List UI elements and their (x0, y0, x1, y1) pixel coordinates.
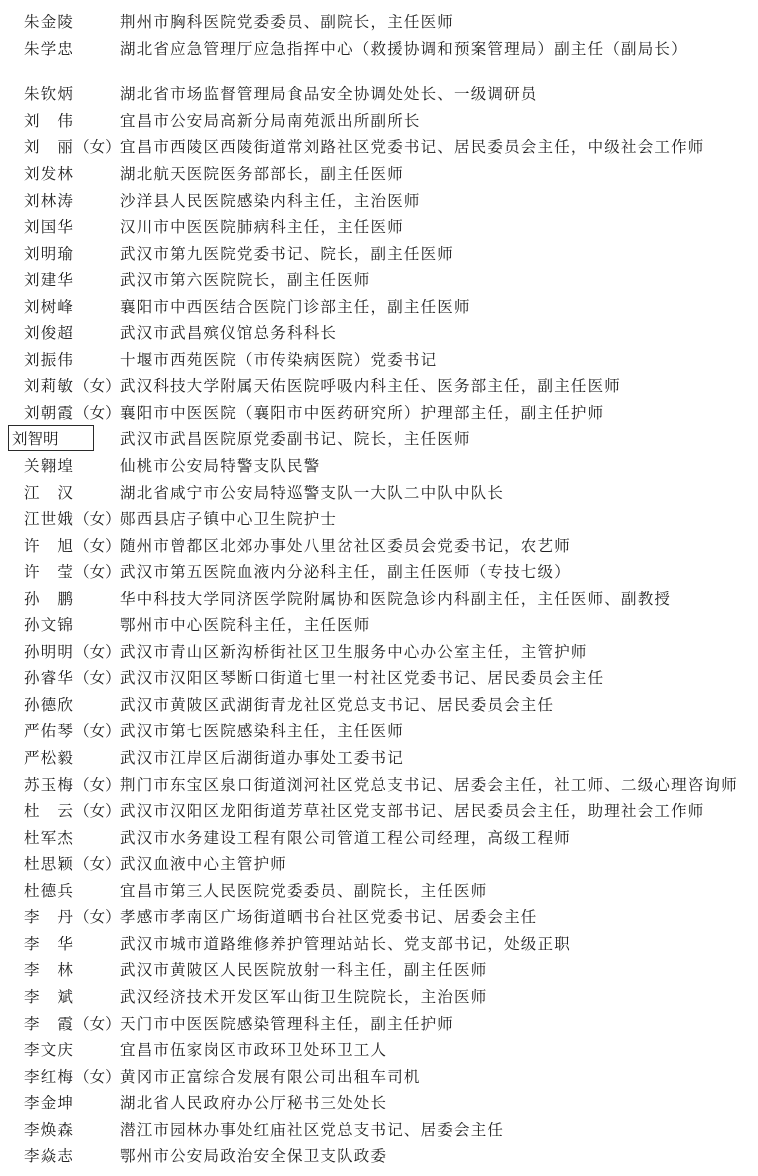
person-name: 刘莉敏 (24, 378, 75, 396)
person-name-cell (24, 1038, 120, 1060)
person-description: 襄阳市中医医院（襄阳市中医药研究所）护理部主任，副主任护师 (120, 404, 605, 422)
list-item (24, 770, 752, 797)
list-item (24, 930, 752, 957)
person-description: 黄冈市正富综合发展有限公司出租车司机 (120, 1068, 421, 1086)
list-item (12, 425, 752, 452)
person-name-cell (24, 905, 120, 927)
person-name-cell (24, 135, 120, 157)
person-name: 杜军杰 (24, 829, 75, 847)
person-description: 武汉市第五医院血液内分泌科主任，副主任医师（专技七级） (120, 564, 571, 582)
list-item (24, 903, 752, 930)
person-name: 李金坤 (24, 1095, 75, 1113)
person-name-cell (24, 321, 120, 343)
female-marker: （女） (74, 537, 121, 555)
person-description: 宜昌市第三人民医院党委委员、副院长，主任医师 (120, 882, 488, 900)
list-item (24, 1036, 752, 1063)
person-name-cell (24, 932, 120, 954)
list-item (24, 478, 752, 505)
person-name-cell (24, 189, 120, 211)
person-name-cell (24, 1118, 120, 1140)
list-item (24, 983, 752, 1010)
list-item (24, 292, 752, 319)
list-item (24, 877, 752, 904)
person-description: 武汉市城市道路维修养护管理站站长、党支部书记，处级正职 (120, 935, 571, 953)
person-description: 鄂州市中心医院科主任，主任医师 (120, 617, 371, 635)
list-item (24, 664, 752, 691)
person-name: 李焕森 (24, 1121, 75, 1139)
person-description: 武汉市第九医院党委书记、院长，副主任医师 (120, 245, 455, 263)
person-description: 孝感市孝南区广场街道晒书台社区党委书记、居委会主任 (120, 909, 538, 927)
person-name: 许 旭 (24, 537, 75, 555)
person-name-cell (24, 454, 120, 476)
person-name: 严佑琴 (24, 723, 75, 741)
person-description: 武汉市黄陂区武湖街青龙社区党总支书记、居民委员会主任 (120, 696, 555, 714)
person-description: 湖北航天医院医务部部长，副主任医师 (120, 166, 404, 183)
list-item (24, 160, 752, 187)
person-name: 刘国华 (24, 219, 75, 237)
person-name: 刘振伟 (24, 351, 75, 369)
person-description: 武汉市汉阳区龙阳街道芳草社区党支部书记、居民委员会主任，助理社会工作师 (120, 803, 705, 821)
list-item (24, 956, 752, 983)
person-description: 湖北省人民政府办公厅秘书三处处长 (120, 1095, 388, 1113)
list-item (24, 744, 752, 771)
list-item (24, 1009, 752, 1036)
list-item (24, 691, 752, 718)
person-name: 刘明瑜 (24, 245, 75, 263)
list-item (24, 1062, 752, 1089)
list-item (24, 1115, 752, 1142)
female-marker: （女） (74, 511, 121, 529)
person-name: 刘朝霞 (24, 404, 75, 422)
list-item (24, 107, 752, 134)
person-name-cell (12, 425, 120, 451)
person-name-cell (24, 268, 120, 290)
person-name-cell (24, 985, 120, 1007)
person-name: 严松毅 (24, 750, 75, 768)
list-item (24, 505, 752, 532)
person-name: 李 林 (24, 962, 75, 980)
person-name-cell (24, 1091, 120, 1113)
female-marker: （女） (74, 776, 121, 794)
person-description: 武汉科技大学附属天佑医院呼吸内科主任、医务部主任，副主任医师 (120, 378, 622, 396)
person-name: 苏玉梅 (24, 776, 75, 794)
person-description: 武汉血液中心主管护师 (120, 856, 288, 874)
person-name: 孙 鹏 (24, 590, 75, 608)
person-name: 刘建华 (24, 272, 75, 290)
honor-roll-list (0, 8, 758, 1169)
person-description: 潜江市园林办事处红庙社区党总支书记、居委会主任 (120, 1121, 505, 1139)
person-name: 李 华 (24, 935, 75, 953)
person-description: 武汉市黄陂区人民医院放射一科主任，副主任医师 (120, 962, 488, 980)
list-item (24, 186, 752, 213)
list-item (24, 80, 752, 107)
person-name: 刘发林 (24, 166, 75, 183)
person-description: 天门市中医医院感染管理科主任，副主任护师 (120, 1015, 455, 1033)
person-description: 荆门市东宝区泉口街道浏河社区党总支书记、居委会主任，社工师、二级心理咨询师 (120, 776, 738, 794)
female-marker: （女） (74, 909, 121, 927)
list-item (24, 584, 752, 611)
list-item (24, 1089, 752, 1116)
list-item (24, 531, 752, 558)
person-name: 刘俊超 (24, 325, 75, 343)
person-name-cell (24, 1144, 120, 1166)
person-name-cell (24, 374, 120, 396)
list-item (24, 213, 752, 240)
person-name-cell (24, 640, 120, 662)
list-item (24, 558, 752, 585)
person-name-cell (24, 1012, 120, 1034)
female-marker: （女） (74, 803, 121, 821)
list-item (24, 452, 752, 479)
person-description: 武汉市青山区新沟桥街社区卫生服务中心办公室主任，主管护师 (120, 643, 588, 661)
person-name-cell (24, 10, 120, 32)
list-item (24, 239, 752, 266)
person-name-cell (24, 773, 120, 795)
person-description: 郧西县店子镇中心卫生院护士 (120, 511, 338, 529)
person-name: 朱学忠 (24, 40, 75, 58)
list-item (24, 319, 752, 346)
person-name-cell (24, 534, 120, 556)
person-name: 朱钦炳 (24, 86, 75, 104)
person-name-cell (24, 560, 120, 582)
list-item (24, 372, 752, 399)
person-name-cell (24, 215, 120, 237)
person-name: 李文庆 (24, 1042, 75, 1060)
person-name: 刘 丽 (24, 139, 75, 157)
person-description: 武汉市第七医院感染科主任，主任医师 (120, 723, 404, 741)
person-description: 荆州市胸科医院党委委员、副院长，主任医师 (120, 14, 455, 32)
person-description: 武汉市第六医院院长，副主任医师 (120, 272, 371, 290)
person-description: 宜昌市伍家岗区市政环卫处环卫工人 (120, 1042, 388, 1060)
female-marker: （女） (74, 670, 121, 688)
person-description: 宜昌市公安局高新分局南苑派出所副所长 (120, 112, 421, 130)
person-name-cell (24, 799, 120, 821)
list-item (24, 266, 752, 293)
person-name: 杜 云 (24, 803, 75, 821)
person-name: 孙睿华 (24, 670, 75, 688)
person-name-cell (24, 401, 120, 423)
person-name-cell (24, 82, 120, 104)
list-item (24, 1142, 752, 1169)
person-name: 李红梅 (24, 1068, 75, 1086)
person-name: 李 丹 (24, 909, 75, 927)
person-description: 湖北省市场监督管理局食品安全协调处处长、一级调研员 (120, 86, 538, 104)
person-name: 刘树峰 (24, 298, 75, 316)
female-marker: （女） (74, 1068, 121, 1086)
person-name: 许 莹 (24, 564, 75, 582)
person-name-cell (24, 481, 120, 503)
person-name-cell (24, 348, 120, 370)
person-description: 随州市曾都区北郊办事处八里岔社区委员会党委书记，农艺师 (120, 537, 571, 555)
person-description: 仙桃市公安局特警支队民警 (120, 458, 321, 476)
person-name-cell (24, 746, 120, 768)
person-name: 孙明明 (24, 643, 75, 661)
person-description: 襄阳市中西医结合医院门诊部主任，副主任医师 (120, 298, 471, 316)
person-name: 孙德欣 (24, 696, 75, 714)
list-item (24, 611, 752, 638)
person-name-cell (24, 666, 120, 688)
list-item (24, 399, 752, 426)
list-item (24, 346, 752, 373)
person-description: 鄂州市公安局政治安全保卫支队政委 (120, 1148, 388, 1166)
person-name-cell (24, 295, 120, 317)
female-marker: （女） (74, 404, 121, 422)
person-name: 孙文锦 (24, 617, 75, 635)
person-name: 刘林涛 (24, 192, 75, 210)
person-name-cell (24, 719, 120, 741)
person-name-cell (24, 693, 120, 715)
female-marker: （女） (74, 1015, 121, 1033)
list-item (24, 717, 752, 744)
person-name-cell (24, 37, 120, 59)
person-name-cell (24, 958, 120, 980)
list-item (24, 823, 752, 850)
female-marker: （女） (74, 378, 121, 396)
person-description: 武汉市水务建设工程有限公司管道工程公司经理，高级工程师 (120, 829, 571, 847)
person-name: 杜德兵 (24, 882, 75, 900)
person-description: 武汉市江岸区后湖街道办事处工委书记 (120, 750, 404, 768)
person-name: 刘 伟 (24, 112, 75, 130)
person-description: 武汉市武昌殡仪馆总务科科长 (120, 325, 338, 343)
person-name-cell (24, 587, 120, 609)
person-name-cell (24, 879, 120, 901)
person-description: 汉川市中医医院肺病科主任，主任医师 (120, 219, 404, 237)
list-item (24, 797, 752, 824)
female-marker: （女） (74, 139, 121, 157)
person-description: 沙洋县人民医院感染内科主任，主治医师 (120, 192, 421, 210)
female-marker: （女） (74, 564, 121, 582)
person-description: 十堰市西苑医院（市传染病医院）党委书记 (120, 351, 438, 369)
person-name-cell (24, 162, 120, 184)
person-name: 杜思颖 (24, 856, 75, 874)
person-description: 武汉经济技术开发区军山街卫生院院长，主治医师 (120, 988, 488, 1006)
list-item (24, 35, 752, 62)
person-name: 关翱堭 (24, 458, 75, 476)
person-name: 李 霞 (24, 1015, 75, 1033)
person-description: 湖北省咸宁市公安局特巡警支队一大队二中队中队长 (120, 484, 505, 502)
person-name-cell (24, 1065, 120, 1087)
person-name: 朱金陵 (24, 14, 75, 32)
female-marker: （女） (74, 723, 121, 741)
list-item (24, 8, 752, 35)
person-name: 李 斌 (24, 988, 75, 1006)
person-name: 江 汉 (24, 484, 75, 502)
person-description: 武汉市武昌医院原党委副书记、院长，主任医师 (120, 431, 471, 449)
person-name: 江世娥 (24, 511, 75, 529)
person-description: 湖北省应急管理厅应急指挥中心（救援协调和预案管理局）副主任（副局长） (120, 40, 688, 58)
list-item (24, 133, 752, 160)
person-name: 李焱志 (24, 1148, 75, 1166)
list-item (24, 850, 752, 877)
female-marker: （女） (74, 856, 121, 874)
person-name-cell (24, 826, 120, 848)
person-name-cell (24, 507, 120, 529)
person-description: 武汉市汉阳区琴断口街道七里一村社区党委书记、居民委员会主任 (120, 670, 605, 688)
deceased-name-box: 刘智明 (8, 425, 94, 451)
person-name-cell (24, 242, 120, 264)
person-description: 宜昌市西陵区西陵街道常刘路社区党委书记、居民委员会主任，中级社会工作师 (120, 139, 705, 157)
list-item (24, 638, 752, 665)
female-marker: （女） (74, 643, 121, 661)
person-name-cell (24, 852, 120, 874)
person-description: 华中科技大学同济医学院附属协和医院急诊内科副主任，主任医师、副教授 (120, 590, 672, 608)
person-name-cell (24, 109, 120, 131)
person-name-cell (24, 613, 120, 635)
